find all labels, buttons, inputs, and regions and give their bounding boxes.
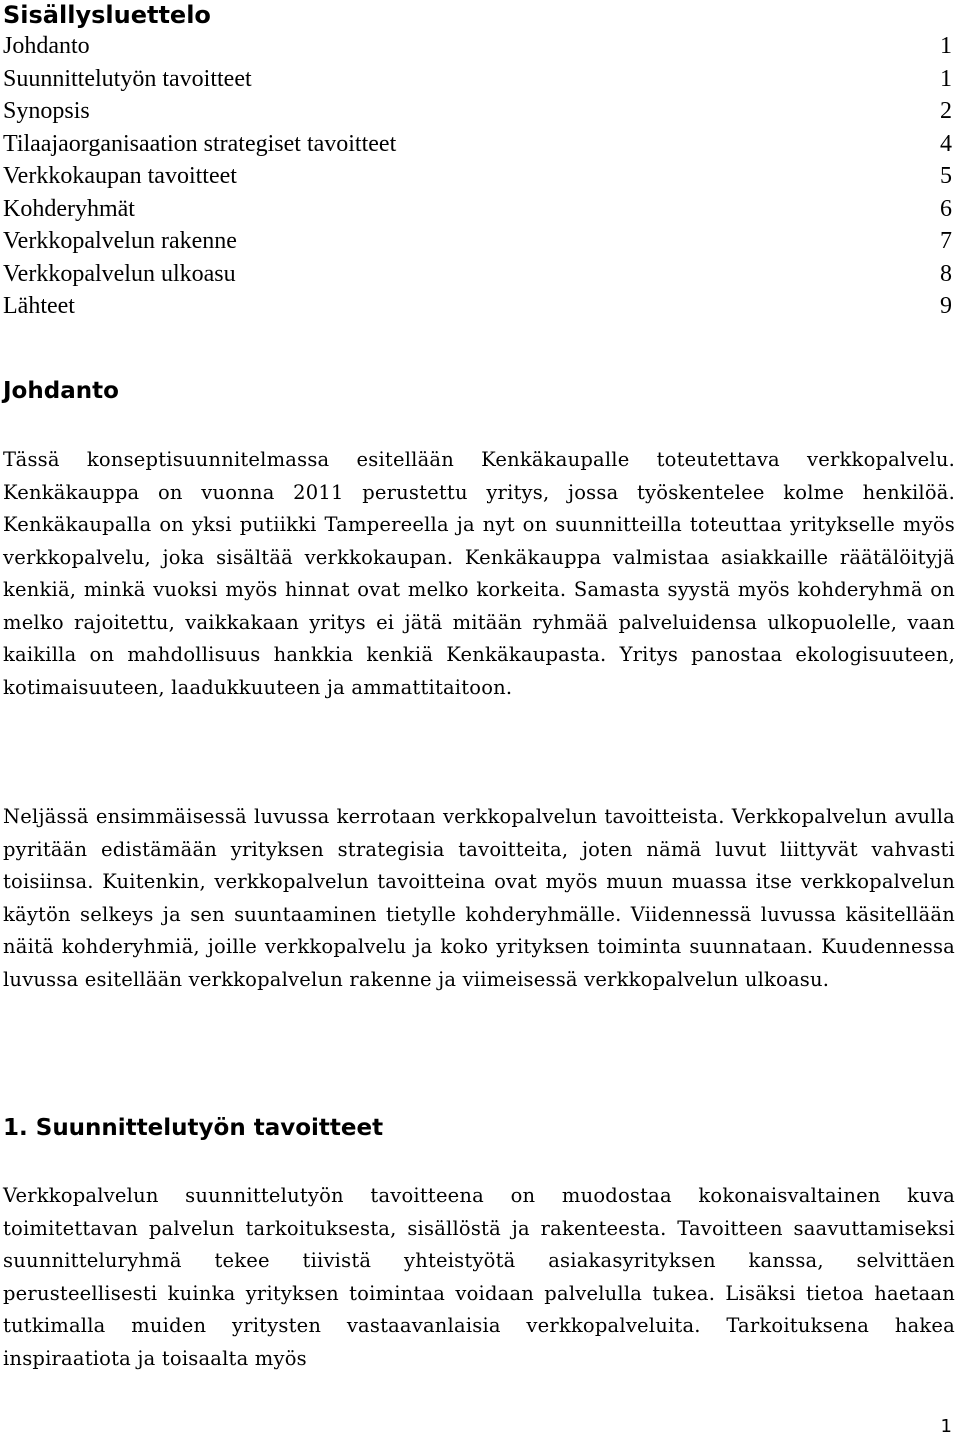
toc-entry-page: 8 bbox=[940, 260, 952, 287]
toc-entry-label: Suunnittelutyön tavoitteet bbox=[3, 65, 252, 92]
toc-title: Sisällysluettelo bbox=[3, 1, 211, 29]
table-of-contents bbox=[3, 30, 955, 323]
toc-entry-page: 1 bbox=[940, 33, 952, 59]
johdanto-paragraph: Tässä konseptisuunnitelmassa esitellään Kenkäkaupalle toteutettava verkkopalvelu. Kenkäkauppa on vuonna 2011 perustettu yritys, jossa työskentelee kolme henkilöä. Kenkäkaupalla on yksi putiikki Tampereella ja nyt on suunnitteilla toteuttaa yritykselle myös verkkopalvelu, joka sisältää verkkokaupan. Kenkäkauppa valmistaa asiakkaille räätälöityjä kenkiä, minkä vuoksi myös hinnat ovat melko korkeita. Samasta syystä myös kohderyhmä on melko rajoitettu, vaikkakaan yritys ei jätä mitään ryhmää palveluidensa ulkopuolelle, vaan kaikilla on mahdollisuus hankkia kenkiä Kenkäkaupasta. Yritys panostaa ekologisuuteen, kotimaisuuteen, laadukkuuteen ja ammattitaitoon. bbox=[3, 448, 955, 699]
toc-entry[interactable] bbox=[3, 63, 955, 96]
toc-entry-label: Verkkopalvelun ulkoasu bbox=[3, 260, 236, 287]
toc-entry-page: 4 bbox=[940, 130, 952, 157]
section-paragraph: Verkkopalvelun suunnittelutyön tavoitteena on muodostaa kokonaisvaltainen kuva toimitettavan palvelun tarkoituksesta, sisällöstä ja rakenteesta. Tavoitteen saavuttamiseksi suunnitteluryhmä tekee tiivistä yhteistyötä asiakasyrityksen kanssa, selvittäen perusteellisesti kuinka yrityksen toimintaa voidaan palvelulla tukea. Lisäksi tietoa haetaan tutkimalla muiden yritysten vastaavanlaisia verkkopalveluita. Tarkoituksena hakea inspiraatiota ja toisaalta myös bbox=[3, 1184, 955, 1370]
toc-entry[interactable] bbox=[3, 95, 955, 128]
toc-entry-label: Synopsis bbox=[3, 98, 90, 124]
page-number: 1 bbox=[940, 1416, 952, 1437]
johdanto-heading: Johdanto bbox=[3, 378, 119, 404]
toc-entry-page: 5 bbox=[940, 163, 952, 189]
toc-entry-page: 1 bbox=[940, 65, 952, 92]
toc-entry-label: Johdanto bbox=[3, 33, 90, 59]
toc-entry[interactable] bbox=[3, 258, 955, 291]
toc-entry-page: 7 bbox=[940, 228, 952, 254]
toc-entry-page: 6 bbox=[940, 195, 952, 222]
toc-entry[interactable] bbox=[3, 193, 955, 226]
toc-entry-label: Verkkokaupan tavoitteet bbox=[3, 163, 237, 189]
toc-entry[interactable] bbox=[3, 128, 955, 161]
section-heading: 1. Suunnittelutyön tavoitteet bbox=[3, 1115, 384, 1141]
toc-entry-page: 2 bbox=[940, 98, 952, 124]
document-page bbox=[3, 0, 955, 1370]
toc-entry-label: Verkkopalvelun rakenne bbox=[3, 228, 237, 254]
toc-entry[interactable] bbox=[3, 290, 955, 323]
toc-entry-page: 9 bbox=[940, 293, 952, 319]
toc-entry[interactable] bbox=[3, 30, 955, 63]
toc-entry[interactable] bbox=[3, 225, 955, 258]
johdanto-paragraph: Neljässä ensimmäisessä luvussa kerrotaan verkkopalvelun tavoitteista. Verkkopalvelun avulla pyritään edistämään yrityksen strategisia tavoitteita, joten nämä luvut liittyvät vahvasti toisiinsa. Kuitenkin, verkkopalvelun tavoitteina ovat myös muun muassa itse verkkopalvelun käytön selkeys ja sen suuntaaminen tietylle kohderyhmälle. Viidennessä luvussa käsitellään näitä kohderyhmiä, joille verkkopalvelu ja koko yrityksen toiminta suunnataan. Kuudennessa luvussa esitellään verkkopalvelun rakenne ja viimeisessä verkkopalvelun ulkoasu. bbox=[3, 805, 955, 991]
toc-entry-label: Kohderyhmät bbox=[3, 195, 135, 222]
toc-entry[interactable] bbox=[3, 160, 955, 193]
toc-entry-label: Lähteet bbox=[3, 293, 75, 319]
toc-entry-label: Tilaajaorganisaation strategiset tavoitteet bbox=[3, 130, 397, 157]
